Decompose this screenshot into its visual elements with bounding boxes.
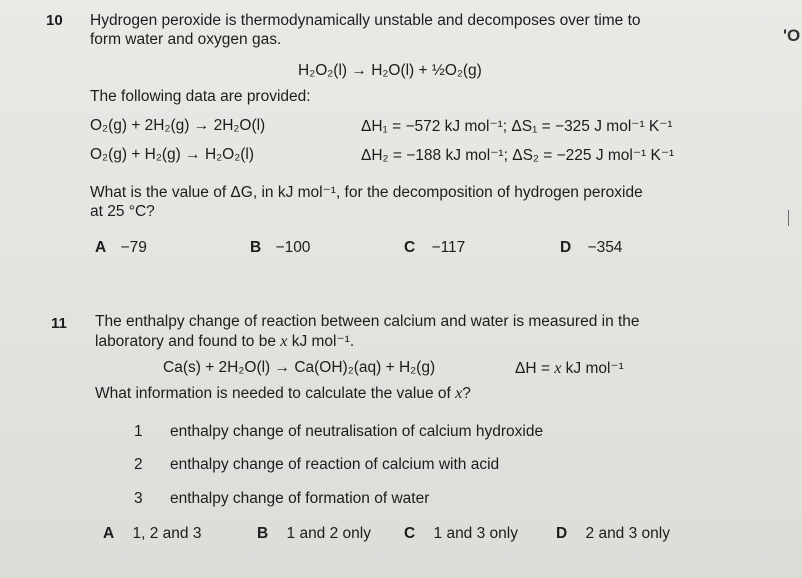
option-letter: C (404, 239, 416, 256)
q10-option-d[interactable] (560, 239, 622, 257)
delta-s2-value: = −225 J mol⁻¹ K⁻¹ (543, 147, 675, 164)
variable-x: x (455, 385, 463, 402)
statement-number: 1 (134, 423, 143, 440)
question-10-prompt-line1: What is the value of ΔG, in kJ mol⁻¹, for the decomposition of hydrogen peroxide (90, 184, 643, 201)
option-text: −100 (275, 239, 311, 256)
option-text: −117 (431, 239, 466, 256)
option-letter: D (556, 525, 568, 542)
reaction-1-thermo (361, 117, 673, 136)
delta-h1-label: ΔH₁ (361, 118, 388, 135)
option-text: −79 (120, 239, 147, 256)
question-11-number: 11 (51, 315, 67, 332)
equation-products: H₂O(l) + ½O₂(g) (371, 62, 482, 79)
delta-s1-label: ΔS₁ (511, 118, 538, 135)
delta-s1-value: = −325 J mol⁻¹ K⁻¹ (541, 118, 673, 135)
q10-option-b[interactable] (250, 239, 310, 257)
cropped-text-fragment: 'O (783, 26, 801, 45)
option-text: 2 and 3 only (585, 525, 670, 542)
enthalpy-expression (515, 359, 624, 378)
delta-h1-value: = −572 kJ mol⁻¹; (392, 118, 508, 135)
q10-option-c[interactable] (404, 239, 465, 257)
statement-text: enthalpy change of reaction of calcium with acid (170, 456, 500, 473)
variable-x: x (280, 333, 288, 350)
question-11-stem-line2 (95, 332, 354, 351)
question-11-prompt (95, 385, 471, 403)
reaction-arrow: → (351, 62, 367, 79)
q10-option-a[interactable] (95, 239, 147, 257)
q11-option-d[interactable] (556, 525, 670, 543)
calcium-water-equation: Ca(s) + 2H₂O(l) → Ca(OH)₂(aq) + H₂(g) (163, 359, 436, 376)
option-letter: D (560, 239, 572, 256)
prompt-text: What information is needed to calculate the value of (95, 385, 451, 402)
variable-x: x (554, 360, 562, 377)
option-letter: A (95, 239, 107, 256)
statement-2 (134, 456, 500, 474)
question-10-stem-line1: Hydrogen peroxide is thermodynamically unstable and decomposes over time to (90, 12, 641, 29)
option-letter: C (404, 525, 416, 542)
question-10-stem-line2: form water and oxygen gas. (90, 31, 282, 48)
option-text: −354 (587, 239, 623, 256)
statement-text: enthalpy change of formation of water (170, 490, 430, 507)
stem-unit: kJ mol⁻¹. (291, 333, 355, 350)
option-letter: A (103, 525, 115, 542)
delta-h-label: ΔH = (515, 360, 550, 377)
data-intro: The following data are provided: (90, 88, 311, 105)
statement-text: enthalpy change of neutralisation of calcium hydroxide (170, 423, 544, 440)
cropped-line-fragment (788, 210, 789, 226)
statement-1 (134, 423, 544, 441)
stem-text: laboratory and found to be (95, 333, 276, 350)
delta-h-unit: kJ mol⁻¹ (565, 360, 624, 377)
delta-s2-label: ΔS₂ (512, 147, 539, 164)
delta-h2-value: = −188 kJ mol⁻¹; (392, 147, 508, 164)
option-text: 1, 2 and 3 (132, 525, 202, 542)
equation-reactant: H₂O₂(l) (298, 62, 348, 79)
q11-option-c[interactable] (404, 525, 518, 543)
question-11-stem-line1: The enthalpy change of reaction between calcium and water is measured in the (95, 313, 640, 330)
question-10-number: 10 (46, 12, 63, 29)
delta-h2-label: ΔH₂ (361, 147, 389, 164)
option-letter: B (257, 525, 269, 542)
option-letter: B (250, 239, 262, 256)
statement-number: 2 (134, 456, 143, 473)
decomposition-equation (298, 62, 482, 80)
prompt-mark: ? (462, 385, 471, 402)
reaction-2-thermo (361, 146, 674, 165)
q11-option-a[interactable] (103, 525, 201, 543)
q11-option-b[interactable] (257, 525, 371, 543)
reaction-2-equation: O₂(g) + H₂(g) → H₂O₂(l) (90, 146, 254, 163)
statement-number: 3 (134, 490, 143, 507)
option-text: 1 and 2 only (286, 525, 371, 542)
question-10-prompt-line2: at 25 °C? (90, 203, 155, 220)
reaction-1-equation: O₂(g) + 2H₂(g) → 2H₂O(l) (90, 117, 266, 134)
statement-3 (134, 490, 430, 508)
option-text: 1 and 3 only (433, 525, 518, 542)
